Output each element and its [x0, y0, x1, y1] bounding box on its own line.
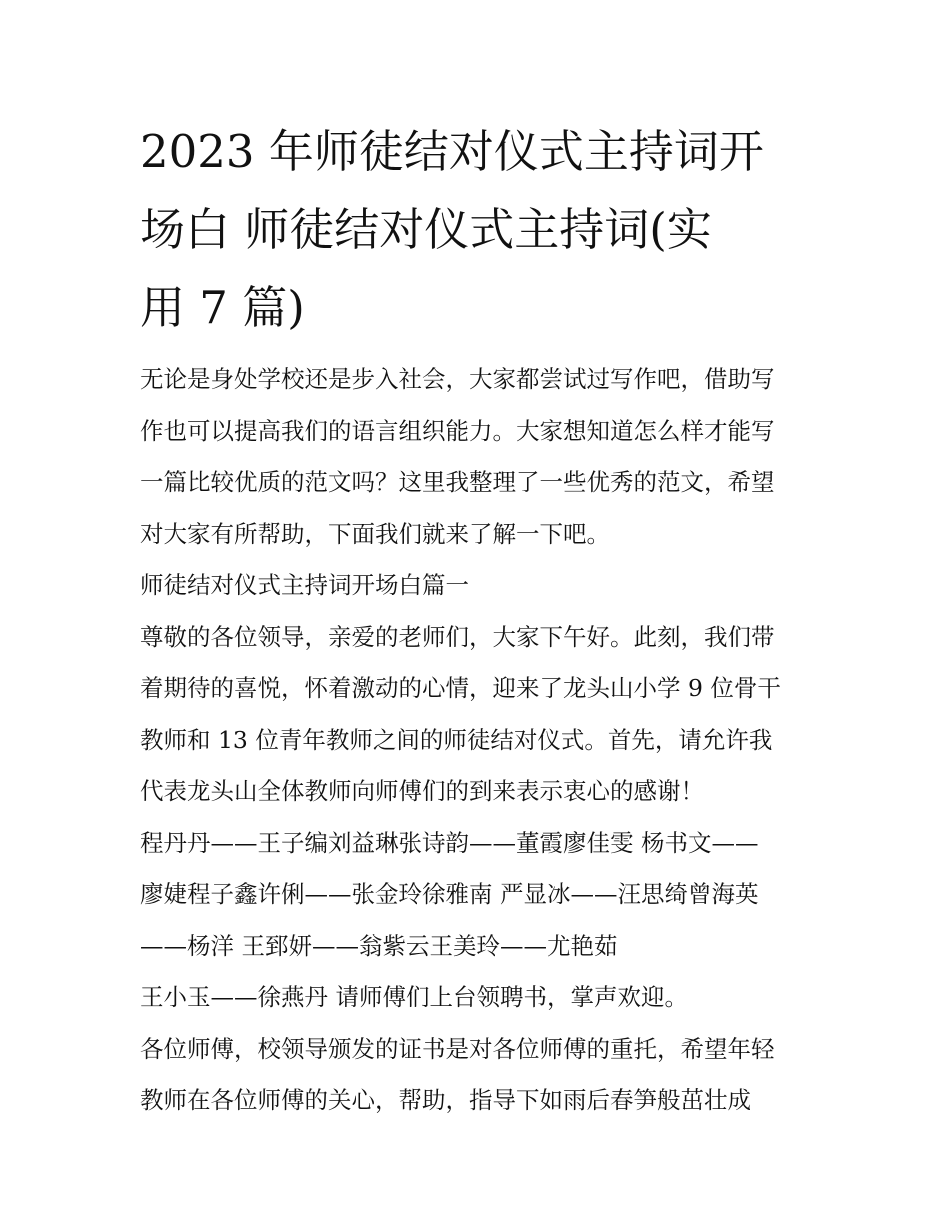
paragraph-line: 着期待的喜悦，怀着激动的心情，迎来了龙头山小学 9 位骨干 — [140, 674, 781, 702]
paragraph-line: 各位师傅，校领导颁发的证书是对各位师傅的重托，希望年轻 — [140, 1034, 775, 1063]
paragraph-line: 尊敬的各位领导，亲爱的老师们，大家下午好。此刻，我们带 — [140, 622, 775, 651]
title-line-3: 用 7 篇) — [140, 281, 305, 334]
intro-line-4: 对大家有所帮助，下面我们就来了解一下吧。 — [140, 519, 610, 548]
intro-line-3: 一篇比较优质的范文吗？这里我整理了一些优秀的范文，希望 — [140, 468, 775, 496]
pairing-line: 程丹丹——王子编刘益琳张诗韵——董霞廖佳雯 杨书文—— — [140, 828, 759, 857]
intro-line-2: 作也可以提高我们的语言组织能力。大家想知道怎么样才能写 — [140, 416, 775, 445]
paragraph-line: 代表龙头山全体教师向师傅们的到来表示衷心的感谢！ — [140, 777, 704, 805]
pairing-line: 王小玉——徐燕丹 请师傅们上台领聘书，掌声欢迎。 — [140, 983, 688, 1011]
document-title — [140, 113, 820, 347]
pairing-line: 廖婕程子鑫许俐——张金玲徐雅南 严显冰——汪思绮曾海英 — [140, 880, 759, 908]
paragraph-line: 教师在各位师傅的关心，帮助，指导下如雨后春笋般茁壮成 — [140, 1086, 751, 1114]
intro-line-1: 无论是身处学校还是步入社会，大家都尝试过写作吧，借助写 — [140, 365, 775, 393]
title-line-2: 场白 师徒结对仪式主持词(实 — [140, 203, 712, 256]
document-body — [140, 354, 820, 1127]
title-line-1: 2023 年师徒结对仪式主持词开 — [140, 125, 764, 178]
paragraph-line: 教师和 13 位青年教师之间的师徒结对仪式。首先，请允许我 — [140, 725, 773, 754]
section-heading: 师徒结对仪式主持词开场白篇一 — [140, 571, 469, 599]
pairing-line: ——杨洋 王郅妍——翁紫云王美玲——尤艳茹 — [140, 931, 618, 960]
